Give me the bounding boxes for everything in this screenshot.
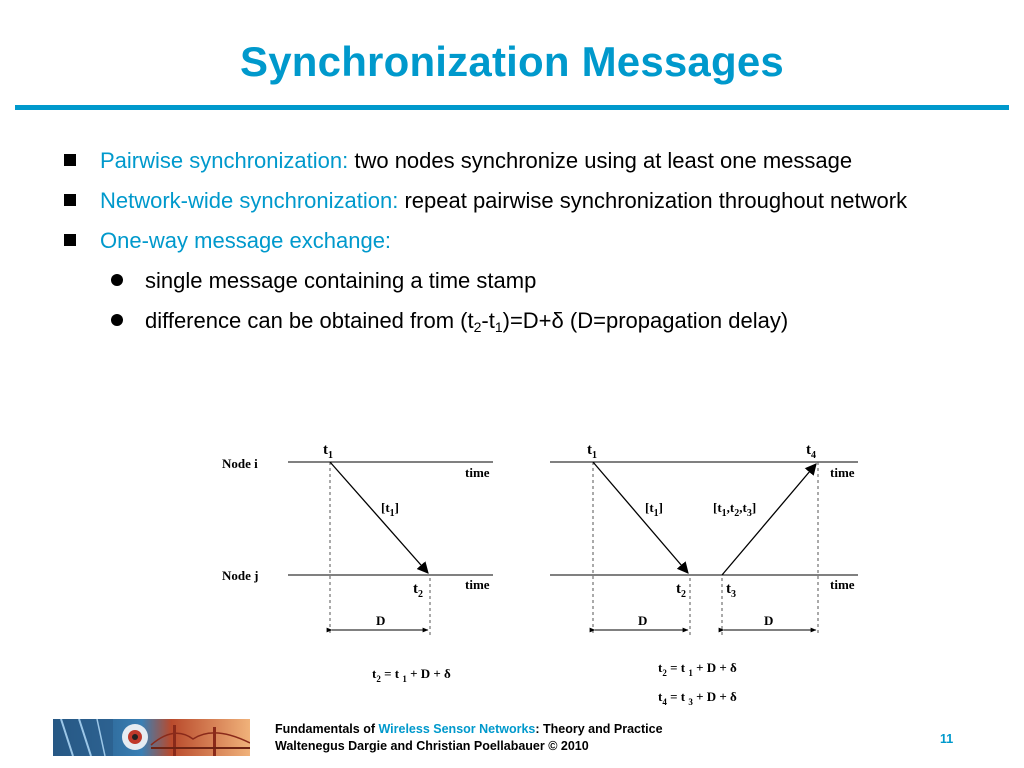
bullet-text: two nodes synchronize using at least one message bbox=[348, 148, 853, 173]
request-arrow bbox=[593, 462, 688, 573]
t4-label: $t_4$ bbox=[806, 442, 816, 461]
sub-bullet-text-a: difference can be obtained from (t bbox=[145, 308, 474, 333]
reply-message-label: $[t_1,t_2,t_3]$ bbox=[713, 500, 757, 519]
bullet-term: One-way message exchange: bbox=[100, 228, 392, 253]
footer-banner-image bbox=[53, 719, 250, 756]
equation-t4: $t_4 = t$ $_3$ + D + δ bbox=[658, 689, 737, 707]
node-i-label: Node i bbox=[222, 456, 258, 471]
slide-title: Synchronization Messages bbox=[240, 38, 784, 85]
time-label: time bbox=[465, 465, 490, 480]
sub-bullet-text-c: )=D+δ (D=propagation delay) bbox=[502, 308, 789, 333]
node-j-label: Node j bbox=[222, 568, 259, 583]
subscript: 2 bbox=[473, 319, 482, 335]
delay-label: D bbox=[764, 613, 774, 628]
message-label: $[t_1]$ bbox=[381, 500, 400, 519]
footer-book-title: Wireless Sensor Networks bbox=[378, 722, 536, 736]
request-message-label: $[t_1]$ bbox=[645, 500, 664, 519]
footer-citation bbox=[275, 721, 663, 755]
footer-line-1: Fundamentals of Wireless Sensor Networks: Theory and Practice bbox=[275, 722, 663, 736]
message-arrow bbox=[330, 462, 428, 573]
time-label: time bbox=[830, 577, 855, 592]
t3-label: $t_3$ bbox=[726, 581, 736, 600]
diagram-one-way bbox=[222, 442, 493, 684]
sub-bullet-text: single message containing a time stamp bbox=[145, 268, 537, 293]
diagram-two-way bbox=[550, 442, 858, 707]
time-label: time bbox=[830, 465, 855, 480]
equation-t2: $t_2 = t$ $_1$ + D + δ bbox=[372, 666, 451, 684]
delay-label: D bbox=[638, 613, 648, 628]
footer-line-2: Waltenegus Dargie and Christian Poellabauer © 2010 bbox=[275, 739, 589, 753]
subscript: 1 bbox=[494, 319, 503, 335]
t2-label: $t_2$ bbox=[413, 581, 423, 600]
time-label: time bbox=[465, 577, 490, 592]
bullet-term: Network-wide synchronization: bbox=[100, 188, 399, 213]
delay-label: D bbox=[376, 613, 386, 628]
t1-label: $t_1$ bbox=[587, 442, 597, 461]
reply-arrow bbox=[722, 464, 816, 575]
bullet-text: repeat pairwise synchronization throughout network bbox=[398, 188, 908, 213]
t1-label: $t_1$ bbox=[323, 442, 333, 461]
sub-bullet-text-b: -t bbox=[481, 308, 495, 333]
page-number: 11 bbox=[940, 732, 954, 746]
t2-label: $t_2$ bbox=[676, 581, 686, 600]
bullet-term: Pairwise synchronization: bbox=[100, 148, 349, 173]
equation-t2: $t_2 = t$ $_1$ + D + δ bbox=[658, 660, 737, 678]
